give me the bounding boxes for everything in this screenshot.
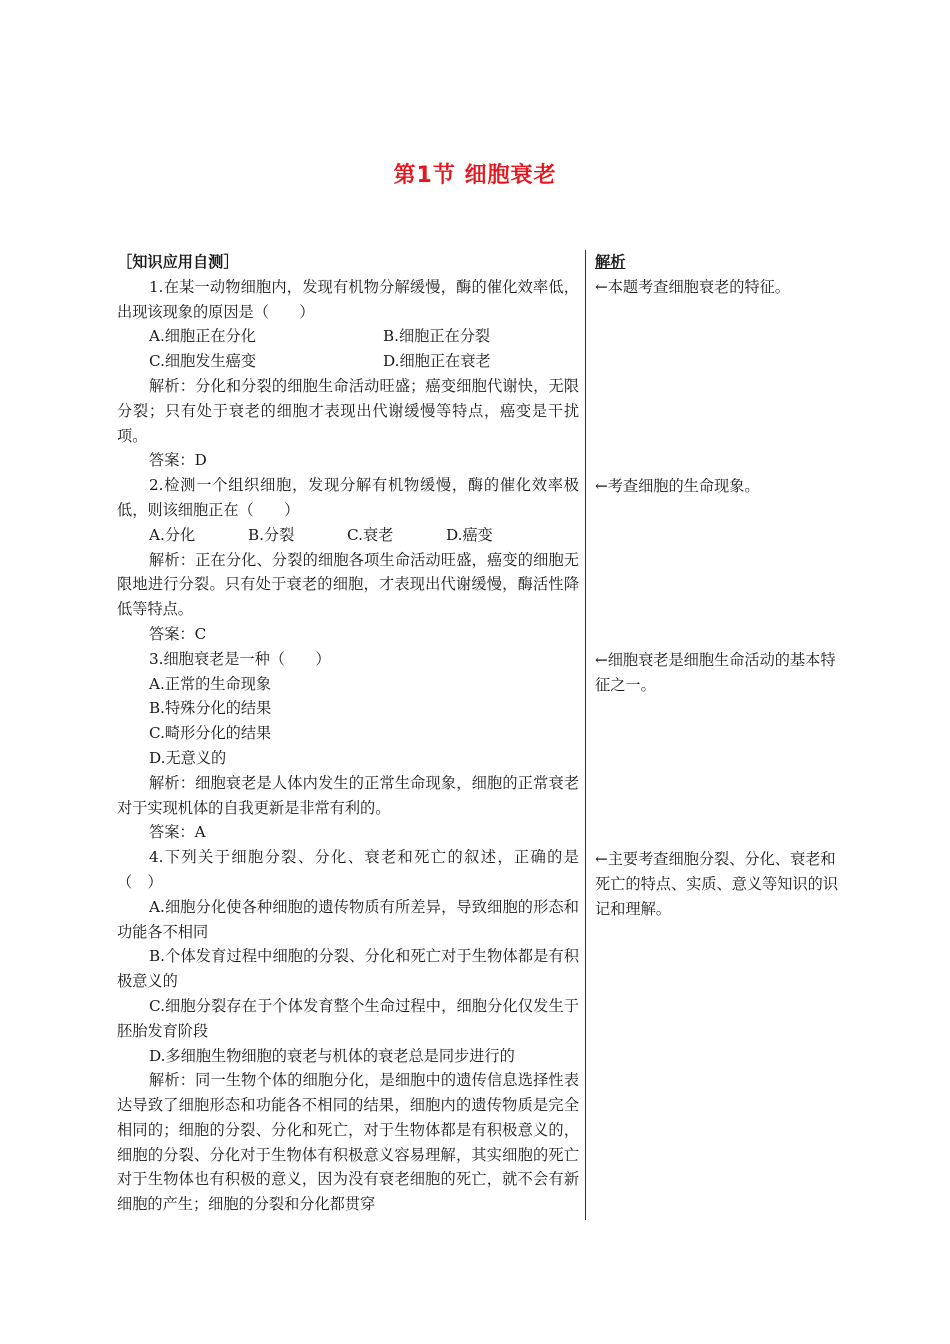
- notes-heading: 解析: [595, 253, 626, 271]
- q1-answer: 答案：D: [149, 451, 207, 470]
- notes-column: [595, 250, 840, 918]
- q2-option-b: B.分裂: [248, 525, 295, 544]
- q1-stem: 1.在某一动物细胞内，发现有机物分解缓慢，酶的催化效率低，出现该现象的原因是（ ）: [117, 277, 579, 321]
- note-q3: ←细胞衰老是细胞生命活动的基本特征之一。: [595, 651, 836, 694]
- page-title: 第1节 细胞衰老: [393, 163, 557, 188]
- q3-answer: 答案：A: [149, 823, 206, 842]
- q3-option-d: D.无意义的: [149, 748, 227, 767]
- q2-analysis: 解析：正在分化、分裂的细胞各项生命活动旺盛，癌变的细胞无限地进行分裂。只有处于衰老的细胞，才表现出代谢缓慢，酶活性降低等特点。: [117, 550, 579, 619]
- q3-option-c: C.畸形分化的结果: [149, 724, 272, 743]
- section-heading: ［知识应用自测］: [117, 253, 239, 271]
- q4-analysis: 解析：同一生物个体的细胞分化，是细胞中的遗传信息选择性表达导致了细胞形态和功能各不相同的结果，细胞内的遗传物质是完全相同的；细胞的分裂、分化和死亡，对于生物体都是有积极意义的，细胞的分裂、分化对于生物体有积极意义容易理解，其实细胞的死亡对于生物体也有积极的意义，因为没有衰老细胞的死亡，就不会有新细胞的产生；细胞的分裂和分化都贯穿: [117, 1071, 579, 1214]
- q1-option-c: C.细胞发生癌变: [149, 352, 257, 371]
- q2-option-d: D.癌变: [446, 525, 493, 544]
- q2-options-row: [117, 523, 579, 548]
- q1-option-d: D.细胞正在衰老: [383, 352, 491, 371]
- q2-option-c: C.衰老: [347, 525, 394, 544]
- questions-column: [117, 250, 579, 1217]
- q1-options-row2: [117, 349, 579, 374]
- column-divider: [585, 250, 586, 1220]
- q3-stem: 3.细胞衰老是一种（ ）: [149, 649, 331, 668]
- q4-stem: 4.下列关于细胞分裂、分化、衰老和死亡的叙述，正确的是（ ）: [117, 848, 579, 891]
- q4-option-d: D.多细胞生物细胞的衰老与机体的衰老总是同步进行的: [149, 1046, 515, 1065]
- q3-option-a: A.正常的生命现象: [149, 674, 272, 693]
- note-q1: ←本题考查细胞衰老的特征。: [595, 278, 790, 296]
- q4-option-b: B.个体发育过程中细胞的分裂、分化和死亡对于生物体都是有积极意义的: [117, 947, 579, 991]
- q4-option-a: A.细胞分化使各种细胞的遗传物质有所差异，导致细胞的形态和功能各不相同: [117, 897, 579, 941]
- note-q4: ←主要考查细胞分裂、分化、衰老和死亡的特点、实质、意义等知识的识记和理解。: [595, 850, 838, 918]
- q1-options-row1: [117, 324, 579, 349]
- q2-answer: 答案：C: [149, 624, 207, 643]
- q2-option-a: A.分化: [149, 525, 196, 544]
- q4-option-c: C.细胞分裂存在于个体发育整个生命过程中，细胞分化仅发生于胚胎发育阶段: [117, 996, 579, 1040]
- q3-option-b: B.特殊分化的结果: [149, 699, 272, 718]
- note-q2: ←考查细胞的生命现象。: [595, 477, 760, 495]
- q2-stem: 2.检测一个组织细胞，发现分解有机物缓慢，酶的催化效率极低，则该细胞正在（ ）: [117, 476, 579, 519]
- q3-analysis: 解析：细胞衰老是人体内发生的正常生命现象，细胞的正常衰老对于实现机体的自我更新是非常有利的。: [117, 773, 579, 817]
- q1-analysis: 解析：分化和分裂的细胞生命活动旺盛；癌变细胞代谢快，无限分裂；只有处于衰老的细胞才表现出代谢缓慢等特点，癌变是干扰项。: [117, 376, 579, 445]
- q1-option-a: A.细胞正在分化: [149, 327, 256, 346]
- q1-option-b: B.细胞正在分裂: [383, 327, 491, 346]
